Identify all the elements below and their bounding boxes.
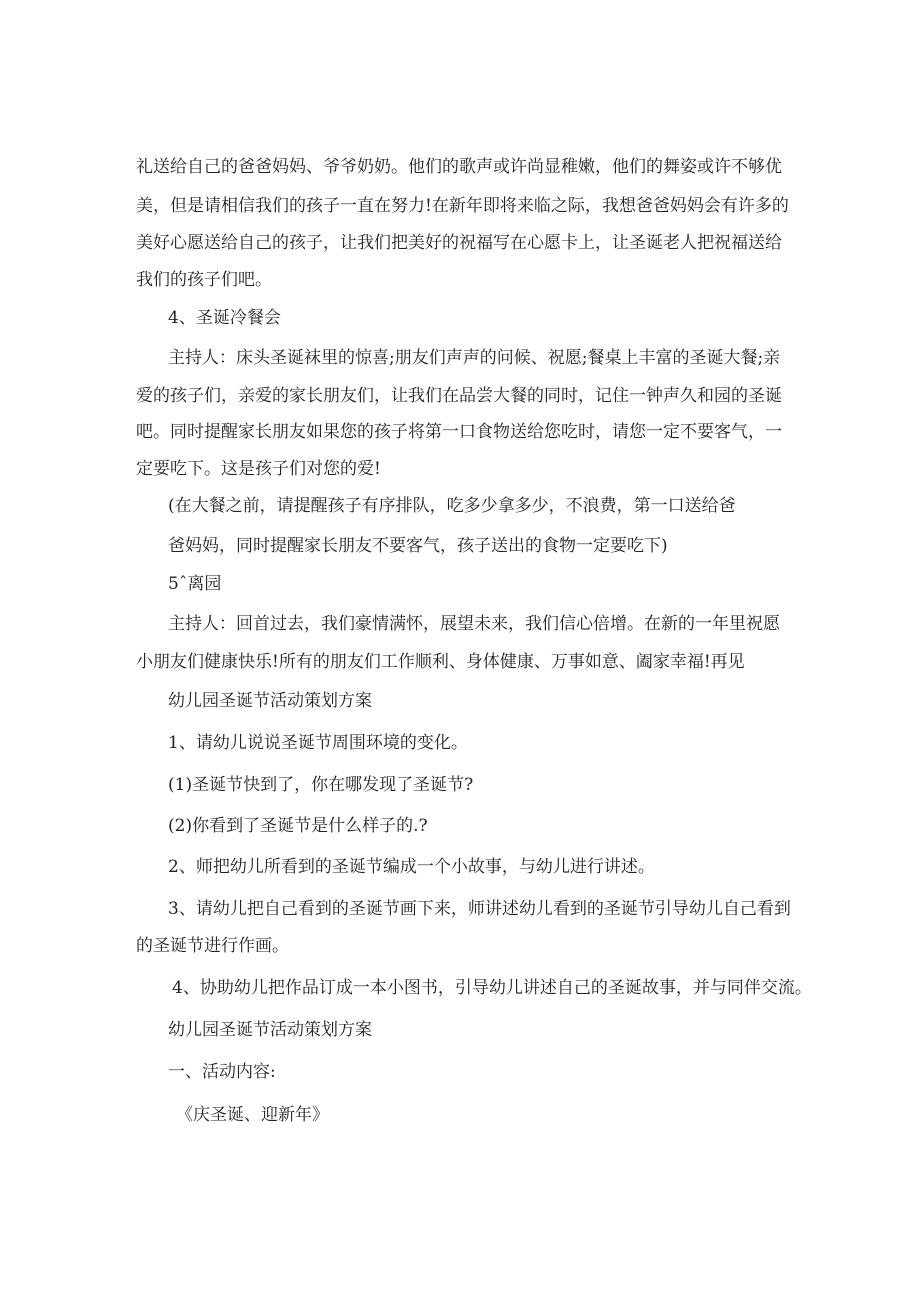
paragraph-line: 美，但是请相信我们的孩子一直在努力!在新年即将来临之际，我想爸爸妈妈会有许多的 bbox=[136, 196, 789, 216]
paragraph-line: 定要吃下。这是孩子们对您的爱! bbox=[136, 459, 381, 479]
paragraph-line: 主持人：回首过去，我们豪情满怀，展望未来，我们信心倍增。在新的一年里祝愿 bbox=[168, 614, 780, 634]
paragraph-line: 主持人：床头圣诞袜里的惊喜;朋友们声声的问候、祝愿;餐桌上丰富的圣诞大餐;亲 bbox=[168, 348, 781, 368]
paragraph-line: 小朋友们健康快乐!所有的朋友们工作顺利、身体健康、万事如意、阖家幸福!再见 bbox=[136, 652, 745, 672]
list-item: 2、师把幼儿所看到的圣诞节编成一个小故事，与幼儿进行讲述。 bbox=[168, 857, 655, 877]
activity-title: 《庆圣诞、迎新年》 bbox=[176, 1105, 329, 1125]
list-item: (1)圣诞节快到了，你在哪发现了圣诞节? bbox=[168, 775, 474, 795]
paragraph-line: 我们的孩子们吧。 bbox=[136, 270, 272, 290]
list-item-continuation: 的圣诞节进行作画。 bbox=[136, 936, 289, 956]
list-item: 3、请幼儿把自己看到的圣诞节画下来，师讲述幼儿看到的圣诞节引导幼儿自己看到 bbox=[168, 899, 791, 919]
paragraph-line: 美好心愿送给自己的孩子，让我们把美好的祝福写在心愿卡上，让圣诞老人把祝福送给 bbox=[136, 233, 782, 253]
note-line: (在大餐之前，请提醒孩子有序排队，吃多少拿多少，不浪费，第一口送给爸 bbox=[168, 496, 736, 516]
paragraph-line: 吧。同时提醒家长朋友如果您的孩子将第一口食物送给您吃时，请您一定不要客气，一 bbox=[136, 422, 782, 442]
paragraph-line: 爱的孩子们，亲爱的家长朋友们，让我们在品尝大餐的同时，记住一钟声久和园的圣诞 bbox=[136, 386, 782, 406]
list-item: 1、请幼儿说说圣诞节周围环境的变化。 bbox=[168, 733, 468, 753]
section-heading: 一、活动内容: bbox=[168, 1062, 276, 1082]
note-line: 爸妈妈，同时提醒家长朋友不要客气，孩子送出的食物一定要吃下) bbox=[168, 536, 668, 556]
document-subtitle: 幼儿园圣诞节活动策划方案 bbox=[168, 1020, 372, 1040]
document-subtitle: 幼儿园圣诞节活动策划方案 bbox=[168, 691, 372, 711]
paragraph-line: 礼送给自己的爸爸妈妈、爷爷奶奶。他们的歌声或许尚显稚嫩，他们的舞姿或许不够优 bbox=[136, 157, 782, 177]
section-heading: 4、圣诞冷餐会 bbox=[168, 308, 281, 328]
list-item: (2)你看到了圣诞节是什么样子的.? bbox=[168, 816, 428, 836]
section-heading: 5ˆ离园 bbox=[168, 574, 222, 594]
list-item: 4、协助幼儿把作品订成一本小图书，引导幼儿讲述自己的圣诞故事，并与同伴交流。 bbox=[172, 978, 812, 998]
